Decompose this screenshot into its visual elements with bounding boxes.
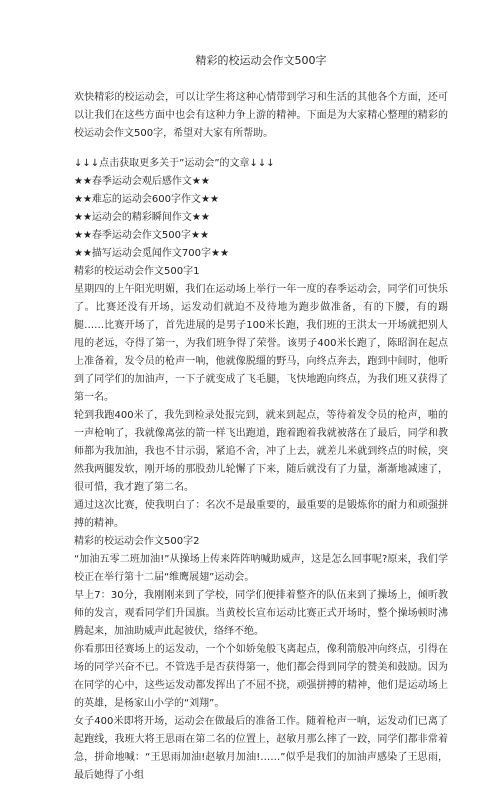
- essay-paragraph: 通过这次比赛，使我明白了：名次不是最重要的，最重要的是锻炼你的耐力和顽强拼搏的精神。: [74, 500, 448, 529]
- essay-paragraph: 星期四的上午阳光明媚，我们在运动场上举行一年一度的春季运动会，同学们可快乐了。比赛还没有开场，运发动们就迫不及待地为跑步做准备，有的下腰，有的踢腿……比赛开场了，首先进展的是男子100米长跑，我们班的王洪太一开场就把别人甩的老远，夺得了第一，为我们班争得了荣誉。该男子400米长跑了，陈昭润在起点上准备着，发令员的枪声一响，他就像脱缰的野马，向终点奔去，跑到中间时，他听到了同学们的加油声，一下子就变成了飞毛腿，飞快地跑向终点，为我们班又获得了第一名。: [74, 284, 448, 403]
- document-title: 精彩的校运动会作文500字: [195, 54, 327, 67]
- toc-link[interactable]: ★★难忘的运动会600字作文★★: [74, 194, 219, 205]
- essay-heading: 精彩的校运动会作文500字2: [74, 536, 200, 547]
- toc-link[interactable]: ★★描写运动会觅闻作文700字★★: [74, 248, 229, 259]
- essay-paragraph: 你看那田径赛场上的运发动，一个个如娇兔般飞离起点，像利箭般冲向终点，引得在场的同学兴奋不已。不管选手是否获得第一，他们都会得到同学的赞美和鼓励。因为在同学的心中，这些运发动都发挥出了不屈不挠，顽强拼搏的精神，他们是运动场上的英雄，是杨家山小学的“刘翔”。: [74, 644, 448, 709]
- intro-paragraph: 欢快精彩的校运动会，可以让学生将这种心情带到学习和生活的其他各个方面，还可以让我们在这些方面中也会有这种力争上游的精神。下面是为大家精心整理的精彩的校运动会作文500字，希望对大家有所帮助。: [74, 92, 448, 139]
- essay-heading: 精彩的校运动会作文500字1: [74, 266, 200, 277]
- essay-paragraph: 女子400米即将开场，运动会在做最后的准备工作。随着枪声一响，运发动们已离了起跑线，我班大将王思雨在第二名的位置上，赵敏月那么摔了一跤，同学们都非常着急，拼命地喊：“王思雨加油!赵敏月加油!……”似乎是我们的加油声感染了王思雨，最后她得了小组: [74, 716, 448, 781]
- toc-link[interactable]: ★★运动会的精彩瞬间作文★★: [74, 212, 210, 223]
- essay-paragraph: 早上7：30分，我刚刚来到了学校，同学们便排着整齐的队伍来到了操场上，倾听教师的发言，观看同学们升国旗。当黄校长宣布运动比赛正式开场时，整个操场顿时沸腾起来，加油助威声此起彼伏，络绎不绝。: [74, 590, 448, 637]
- essay-paragraph: 轮到我跑400米了，我先到检录处报完到，就来到起点，等待着发令员的枪声，啪的一声枪响了，我就像离弦的箭一样飞出跑道，跑着跑着我就被落在了最后，同学和教师都为我加油，我也不甘示弱，紧追不舍，冲了上去，就差儿米就到终点的时候，突然我两腿发软，刚开场的那股劲儿轮懈了下来，随后就没有了力量，渐渐地减速了，很可惜，我才跑了第二名。: [74, 410, 448, 493]
- essay-paragraph: “加油五零二班加油!”从操场上传来阵阵呐喊助威声，这是怎么回事呢?原来，我们学校正在举行第十二届“维鹰展翅”运动会。: [74, 554, 448, 583]
- toc-link[interactable]: ★★春季运动会观后感作文★★: [74, 176, 210, 187]
- toc-link[interactable]: ★★春季运动会作文500字★★: [74, 230, 209, 241]
- toc-header: ↓↓↓点击获取更多关于”运动会”的文章↓↓↓: [74, 158, 275, 169]
